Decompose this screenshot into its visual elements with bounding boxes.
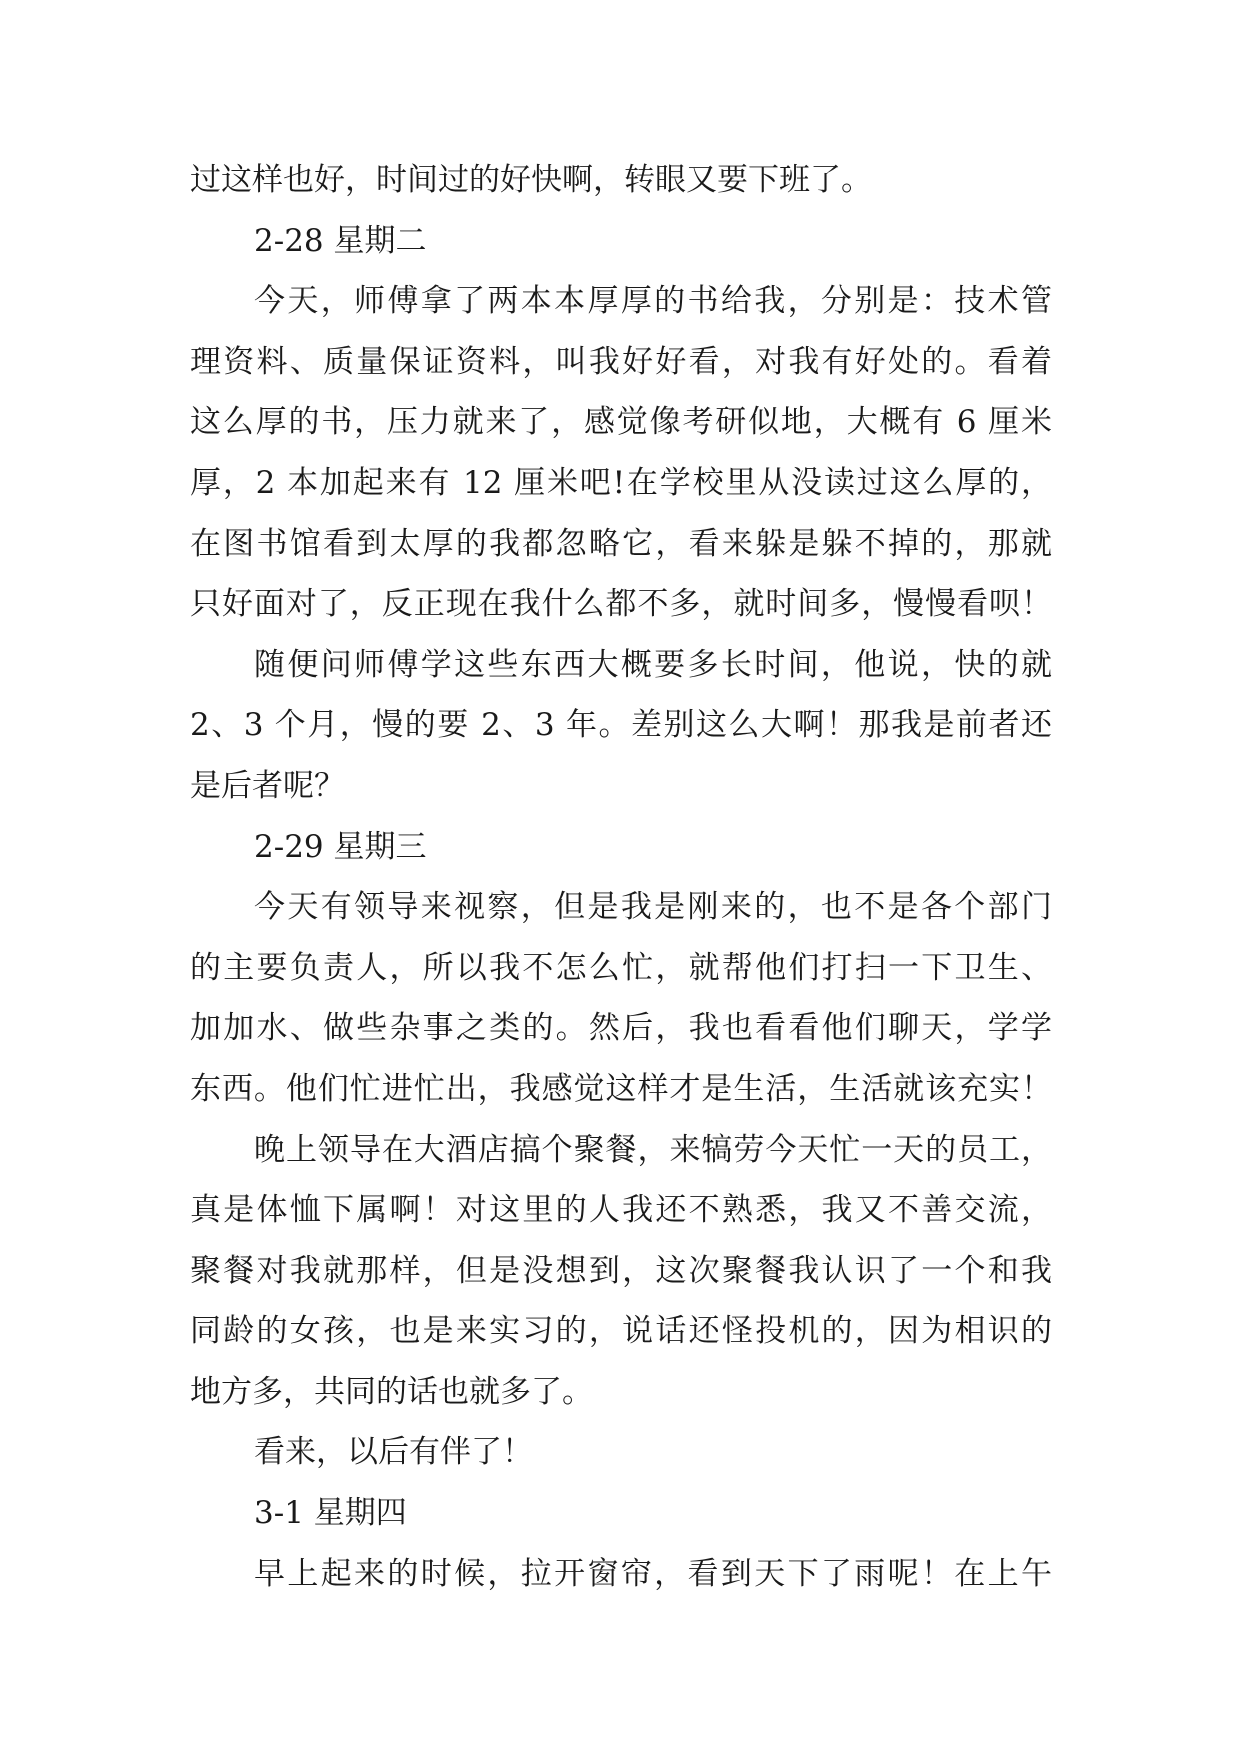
- paragraph-line: 是后者呢？: [190, 767, 345, 804]
- paragraph-line: 今天有领导来视察，但是我是刚来的，也不是各个部门: [254, 889, 1052, 926]
- paragraph-line: 地方多，共同的话也就多了。: [190, 1373, 593, 1410]
- paragraph-line: 只好面对了，反正现在我什么都不多，就时间多，慢慢看呗！: [190, 586, 1052, 623]
- paragraph-line: 看来，以后有伴了！: [254, 1434, 533, 1471]
- diary-text-body: [190, 150, 1052, 1604]
- paragraph-line: 东西。他们忙进忙出，我感觉这样才是生活，生活就该充实！: [190, 1070, 1052, 1107]
- paragraph-line: 随便问师傅学这些东西大概要多长时间，他说，快的就: [254, 646, 1052, 683]
- paragraph-line: 理资料、质量保证资料，叫我好好看，对我有好处的。看着: [190, 343, 1052, 380]
- paragraph-line: 晚上领导在大酒店搞个聚餐，来犒劳今天忙一天的员工，: [254, 1131, 1052, 1168]
- paragraph-line: 今天，师傅拿了两本本厚厚的书给我，分别是：技术管: [254, 283, 1052, 320]
- paragraph-line: 加加水、做些杂事之类的。然后，我也看看他们聊天，学学: [190, 1010, 1052, 1047]
- date-heading: 2-29 星期三: [254, 828, 427, 865]
- paragraph-line: 的主要负责人，所以我不怎么忙，就帮他们打扫一下卫生、: [190, 949, 1052, 986]
- paragraph-line: 这么厚的书，压力就来了，感觉像考研似地，大概有 6 厘米: [190, 404, 1052, 441]
- paragraph-line: 聚餐对我就那样，但是没想到，这次聚餐我认识了一个和我: [190, 1252, 1052, 1289]
- paragraph-line: 在图书馆看到太厚的我都忽略它，看来躲是躲不掉的，那就: [190, 525, 1052, 562]
- paragraph-line: 真是体恤下属啊！对这里的人我还不熟悉，我又不善交流，: [190, 1192, 1052, 1229]
- paragraph-line: 2、3 个月，慢的要 2、3 年。差别这么大啊！那我是前者还: [190, 707, 1052, 744]
- paragraph-line: 厚，2 本加起来有 12 厘米吧!在学校里从没读过这么厚的，: [190, 464, 1052, 501]
- paragraph-line: 同龄的女孩，也是来实习的，说话还怪投机的，因为相识的: [190, 1313, 1052, 1350]
- paragraph-line: 过这样也好，时间过的好快啊，转眼又要下班了。: [190, 162, 872, 198]
- date-heading: 3-1 星期四: [254, 1495, 407, 1532]
- date-heading: 2-28 星期二: [254, 222, 427, 259]
- paragraph-line: 早上起来的时候，拉开窗帘，看到天下了雨呢！在上午: [254, 1555, 1052, 1592]
